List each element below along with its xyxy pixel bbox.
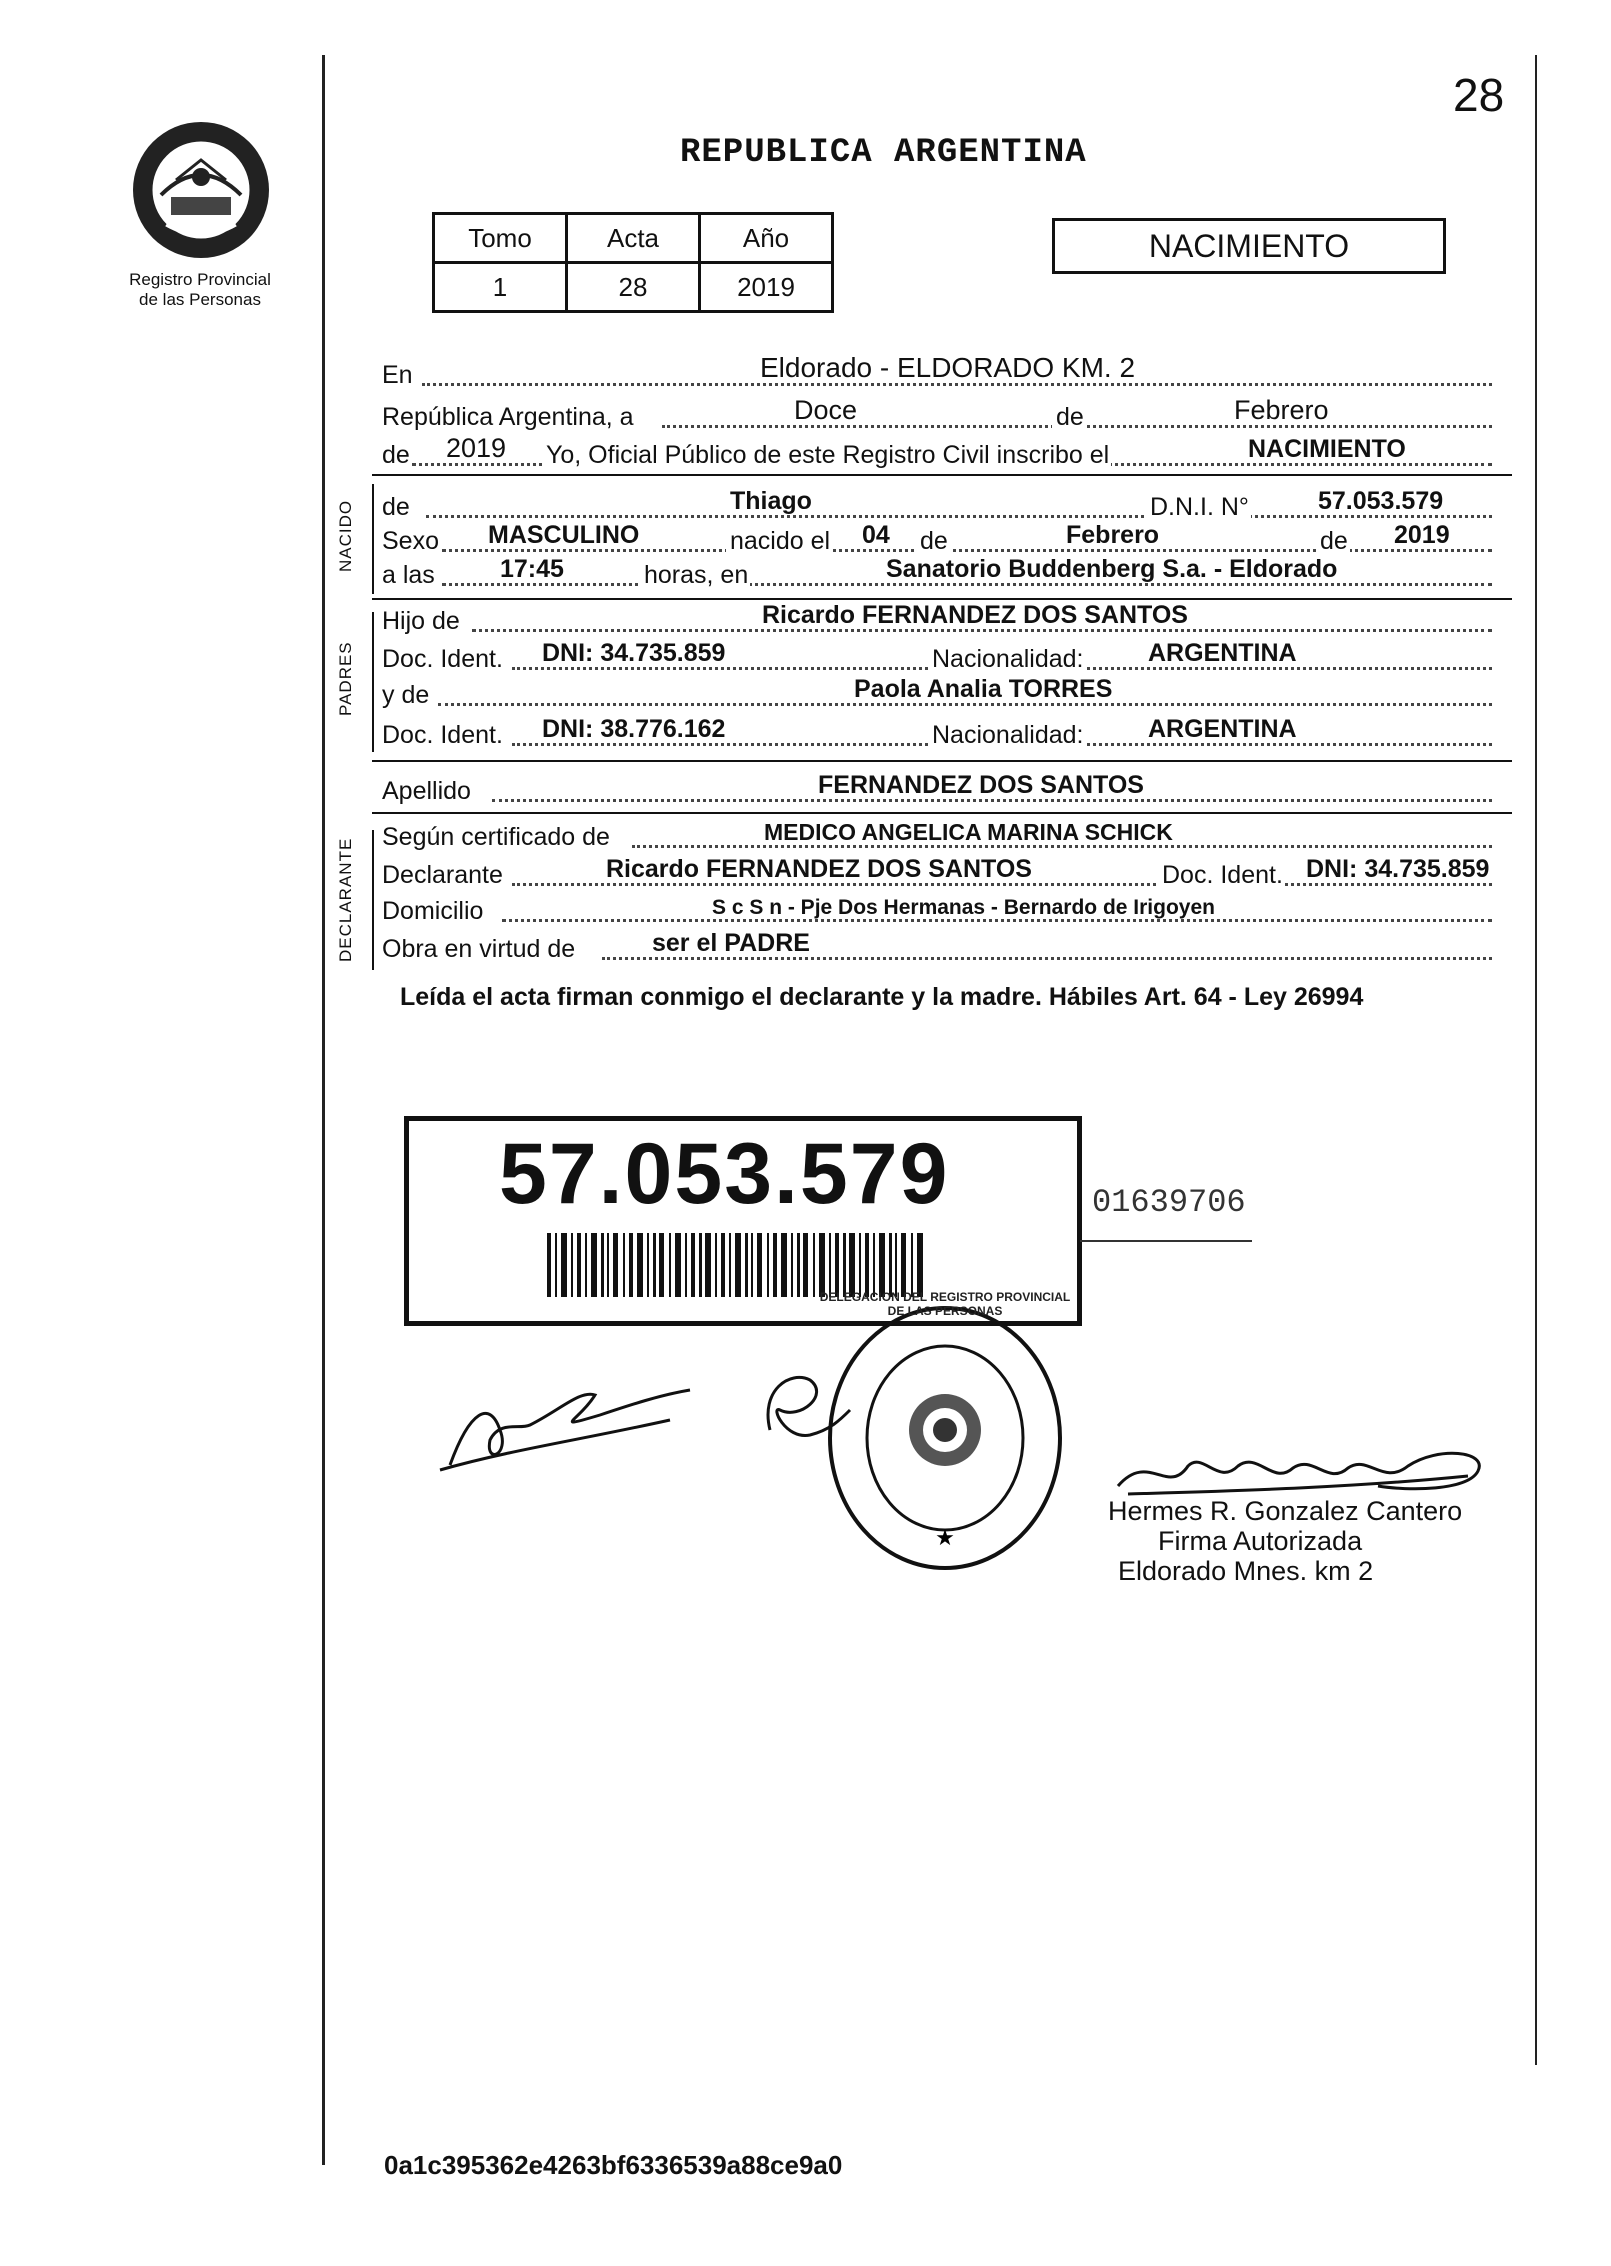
row-oficial — [382, 433, 1512, 470]
label-de-anio-nac: de — [1316, 527, 1350, 556]
value-declarante-doc: DNI: 34.735.859 — [1306, 855, 1490, 883]
section-label-nacido: NACIDO — [336, 499, 355, 572]
label-horas-en: horas, en — [640, 561, 750, 590]
value-mes-nacimiento: Febrero — [1066, 521, 1160, 549]
madre-signature — [740, 1350, 860, 1460]
label-doc-ident: Doc. Ident. — [382, 645, 503, 673]
province-logo — [126, 115, 276, 265]
col-tomo-header: Tomo — [434, 214, 567, 263]
value-padre-doc: DNI: 34.735.859 — [542, 639, 726, 667]
footer-hash: 0a1c395362e4263bf6336539a88ce9a0 — [384, 2150, 843, 2180]
row-madre — [382, 676, 1512, 710]
label-a-las: a las — [382, 561, 435, 589]
label-doc-ident-madre: Doc. Ident. — [382, 721, 503, 749]
value-dni-nacido: 57.053.579 — [1318, 487, 1444, 515]
anio-value: 2019 — [700, 263, 833, 312]
value-obra: ser el PADRE — [652, 929, 810, 957]
value-hora: 17:45 — [500, 555, 564, 583]
separator — [372, 812, 1512, 814]
logo-caption — [105, 270, 295, 310]
row-fecha-inscripcion — [382, 395, 1512, 432]
declarante-signature — [430, 1370, 700, 1480]
label-de-nombre: de — [382, 493, 410, 521]
value-dia-inscripcion: Doce — [794, 395, 858, 425]
row-nombre — [382, 488, 1512, 522]
row-domicilio — [382, 892, 1512, 926]
logo-caption-line1: Registro Provincial — [129, 270, 271, 289]
row-certificado — [382, 818, 1512, 852]
acta-value: 28 — [567, 263, 700, 312]
label-declarante: Declarante — [382, 861, 503, 889]
label-y-de: y de — [382, 681, 430, 709]
value-apellido: FERNANDEZ DOS SANTOS — [818, 771, 1144, 799]
stamp-serial: 01639706 — [1092, 1184, 1246, 1221]
stamp-serial-underline — [1080, 1240, 1252, 1242]
label-nacionalidad-madre: Nacionalidad: — [928, 721, 1086, 750]
signature-place: Eldorado Mnes. km 2 — [1118, 1556, 1374, 1586]
row-obra — [382, 930, 1512, 964]
section-label-padres: PADRES — [336, 641, 355, 716]
right-margin-line — [1535, 55, 1537, 2065]
label-doc-ident-declarante: Doc. Ident. — [1158, 861, 1285, 890]
signature-block — [1108, 1496, 1462, 1586]
label-de-mes: de — [1052, 403, 1086, 432]
row-hora-lugar — [382, 556, 1512, 590]
value-madre-doc: DNI: 38.776.162 — [542, 715, 726, 743]
label-domicilio: Domicilio — [382, 897, 484, 925]
record-table — [432, 212, 834, 313]
barcode-icon — [547, 1233, 927, 1297]
seal-text: DELEGACION DEL REGISTRO PROVINCIAL DE LAS PERSONAS — [819, 1290, 1071, 1318]
document-title: REPUBLICA ARGENTINA — [680, 134, 1087, 172]
value-anio-nacimiento: 2019 — [1394, 521, 1450, 549]
label-oficial: Yo, Oficial Público de este Registro Civil inscribo el — [542, 441, 1111, 470]
col-acta-header: Acta — [567, 214, 700, 263]
row-declarante — [382, 856, 1512, 890]
value-mes-inscripcion: Febrero — [1234, 395, 1329, 425]
value-anio-inscripcion: 2019 — [446, 433, 507, 463]
value-certificado: MEDICO ANGELICA MARINA SCHICK — [764, 819, 1173, 845]
separator — [372, 474, 1512, 476]
value-declarante: Ricardo FERNANDEZ DOS SANTOS — [606, 855, 1032, 883]
separator — [372, 598, 1512, 600]
row-padre — [382, 602, 1512, 636]
tomo-value: 1 — [434, 263, 567, 312]
value-padre-nacionalidad: ARGENTINA — [1148, 639, 1297, 667]
value-madre-nacionalidad: ARGENTINA — [1148, 715, 1297, 743]
label-republica: República Argentina, a — [382, 403, 634, 431]
value-lugar-nacimiento: Sanatorio Buddenberg S.a. - Eldorado — [886, 555, 1338, 583]
separator — [372, 760, 1512, 762]
label-nacionalidad: Nacionalidad: — [928, 645, 1086, 674]
signature-name: Hermes R. Gonzalez Cantero — [1108, 1496, 1463, 1526]
row-apellido — [382, 772, 1512, 806]
value-lugar: Eldorado - ELDORADO KM. 2 — [760, 352, 1136, 383]
label-en: En — [382, 361, 413, 389]
svg-text:★: ★ — [935, 1525, 955, 1550]
nacido-section-bar — [372, 484, 374, 594]
declarante-section-bar — [372, 830, 374, 970]
label-hijo-de: Hijo de — [382, 607, 460, 635]
barcode-number: 57.053.579 — [499, 1126, 950, 1222]
label-dni: D.N.I. N° — [1146, 493, 1251, 522]
value-sexo: MASCULINO — [488, 521, 640, 549]
value-domicilio: S c S n - Pje Dos Hermanas - Bernardo de Irigoyen — [712, 896, 1215, 919]
row-sexo — [382, 522, 1512, 556]
label-nacido-el: nacido el — [726, 527, 832, 556]
value-padre: Ricardo FERNANDEZ DOS SANTOS — [762, 601, 1188, 629]
logo-caption-line2: de las Personas — [139, 290, 261, 309]
label-apellido: Apellido — [382, 777, 471, 805]
padres-section-bar — [372, 612, 374, 752]
value-nombre: Thiago — [730, 487, 812, 515]
label-de-anio: de — [382, 441, 410, 469]
col-anio-header: Año — [700, 214, 833, 263]
row-lugar — [382, 352, 1512, 390]
value-madre: Paola Analia TORRES — [854, 675, 1113, 703]
left-margin-line — [322, 55, 325, 2165]
value-tipo-inscripcion: NACIMIENTO — [1248, 435, 1406, 463]
label-obra: Obra en virtud de — [382, 935, 576, 963]
label-segun: Según certificado de — [382, 823, 610, 851]
row-padre-doc — [382, 640, 1512, 674]
value-dia-nacimiento: 04 — [862, 521, 890, 549]
section-label-declarante: DECLARANTE — [336, 837, 355, 962]
legal-text: Leída el acta firman conmigo el declarante y la madre. Hábiles Art. 64 - Ley 26994 — [400, 983, 1364, 1011]
signature-role: Firma Autorizada — [1158, 1526, 1363, 1556]
record-type-box: NACIMIENTO — [1052, 218, 1446, 274]
label-sexo: Sexo — [382, 527, 439, 555]
row-madre-doc — [382, 716, 1512, 750]
page-number: 28 — [1453, 69, 1505, 121]
label-de-mes-nac: de — [916, 527, 950, 556]
